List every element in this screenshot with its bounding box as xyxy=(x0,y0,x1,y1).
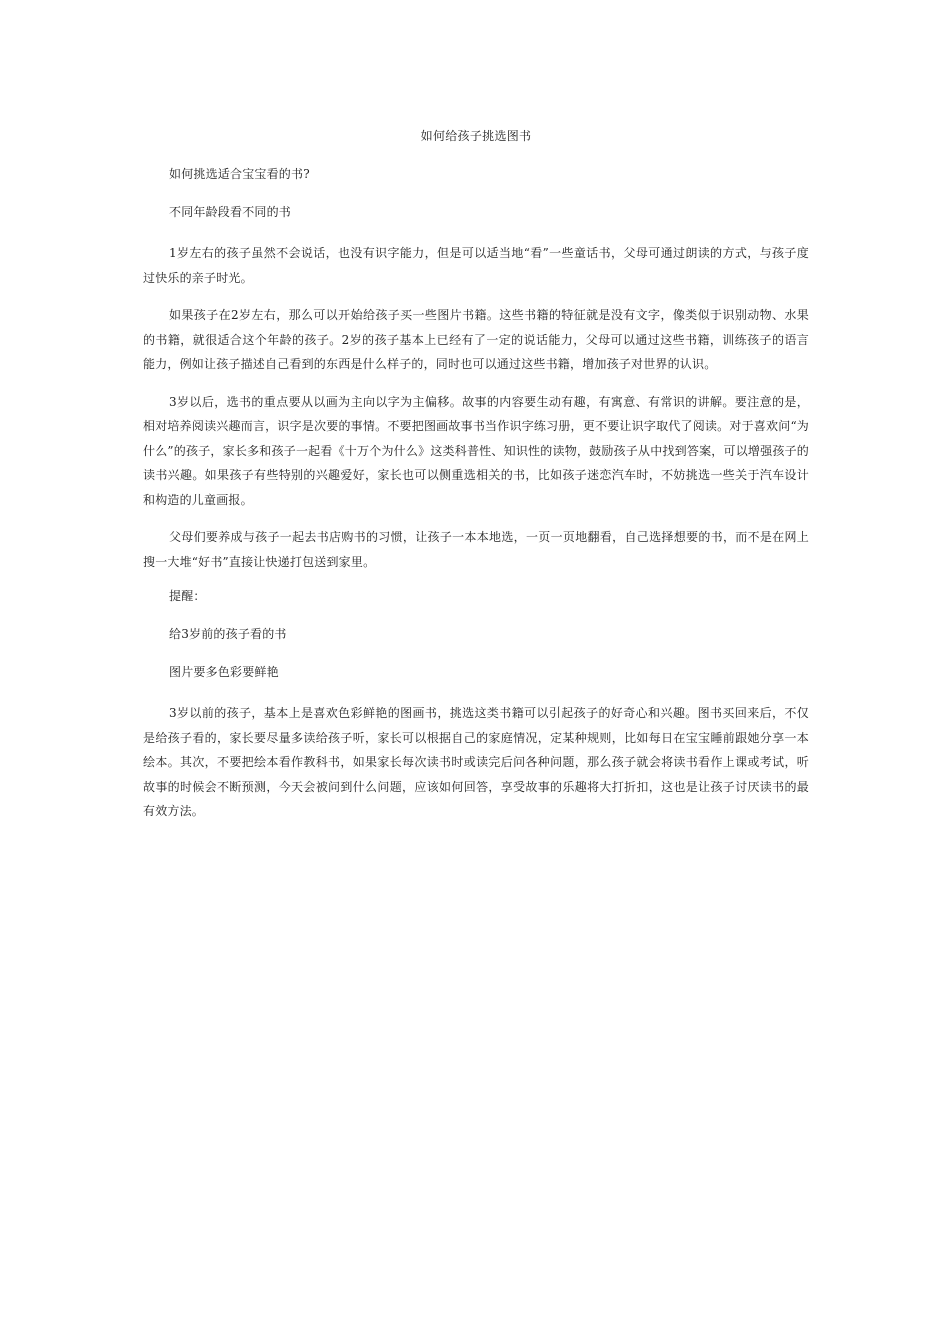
paragraph-subheading-under3: 给3岁前的孩子看的书 xyxy=(169,627,287,641)
paragraph-question: 如何挑选适合宝宝看的书? xyxy=(169,167,310,181)
document-title: 如何给孩子挑选图书 xyxy=(420,129,532,143)
paragraph-subheading-age: 不同年龄段看不同的书 xyxy=(169,205,292,219)
paragraph-subheading-colors: 图片要多色彩要鲜艳 xyxy=(169,665,279,679)
document-page xyxy=(143,127,809,837)
paragraph-under3-detail: 3岁以前的孩子，基本上是喜欢色彩鲜艳的图画书，挑选这类书籍可以引起孩子的好奇心和兴趣。图书买回来后，不仅是给孩子看的，家长要尽量多读给孩子听，家长可以根据自己的家庭情况，定某种规则，比如每日在宝宝睡前跟她分享一本绘本。其次，不要把绘本看作教科书，如果家长每次读书时或读完后问各种问题，那么孩子就会将读书看作上课或考试，听故事的时候会不断预测，今天会被问到什么问题，应该如何回答，享受故事的乐趣将大打折扣，这也是让孩子讨厌读书的最有效方法。 xyxy=(143,706,809,818)
paragraph-age-2: 如果孩子在2岁左右，那么可以开始给孩子买一些图片书籍。这些书籍的特征就是没有文字，像类似于识别动物、水果的书籍，就很适合这个年龄的孩子。2岁的孩子基本上已经有了一定的说话能力，父母可以通过这些书籍，训练孩子的语言能力，例如让孩子描述自己看到的东西是什么样子的，同时也可以通过这些书籍，增加孩子对世界的认识。 xyxy=(143,308,809,371)
paragraph-age-1: 1岁左右的孩子虽然不会说话，也没有识字能力，但是可以适当地“看”一些童话书，父母可通过朗读的方式，与孩子度过快乐的亲子时光。 xyxy=(143,246,809,285)
paragraph-age-3: 3岁以后，选书的重点要从以画为主向以字为主偏移。故事的内容要生动有趣，有寓意、有常识的讲解。要注意的是，相对培养阅读兴趣而言，识字是次要的事情。不要把图画故事书当作识字练习册，更不要让识字取代了阅读。对于喜欢问“为什么”的孩子，家长多和孩子一起看《十万个为什么》这类科普性、知识性的读物，鼓励孩子从中找到答案，可以增强孩子的读书兴趣。如果孩子有些特别的兴趣爱好，家长也可以侧重选相关的书，比如孩子迷恋汽车时，不妨挑选一些关于汽车设计和构造的儿童画报。 xyxy=(143,394,809,507)
paragraph-bookstore: 父母们要养成与孩子一起去书店购书的习惯，让孩子一本本地选，一页一页地翻看，自己选择想要的书，而不是在网上搜一大堆“好书”直接让快递打包送到家里。 xyxy=(143,530,809,569)
paragraph-reminder: 提醒： xyxy=(169,589,206,603)
